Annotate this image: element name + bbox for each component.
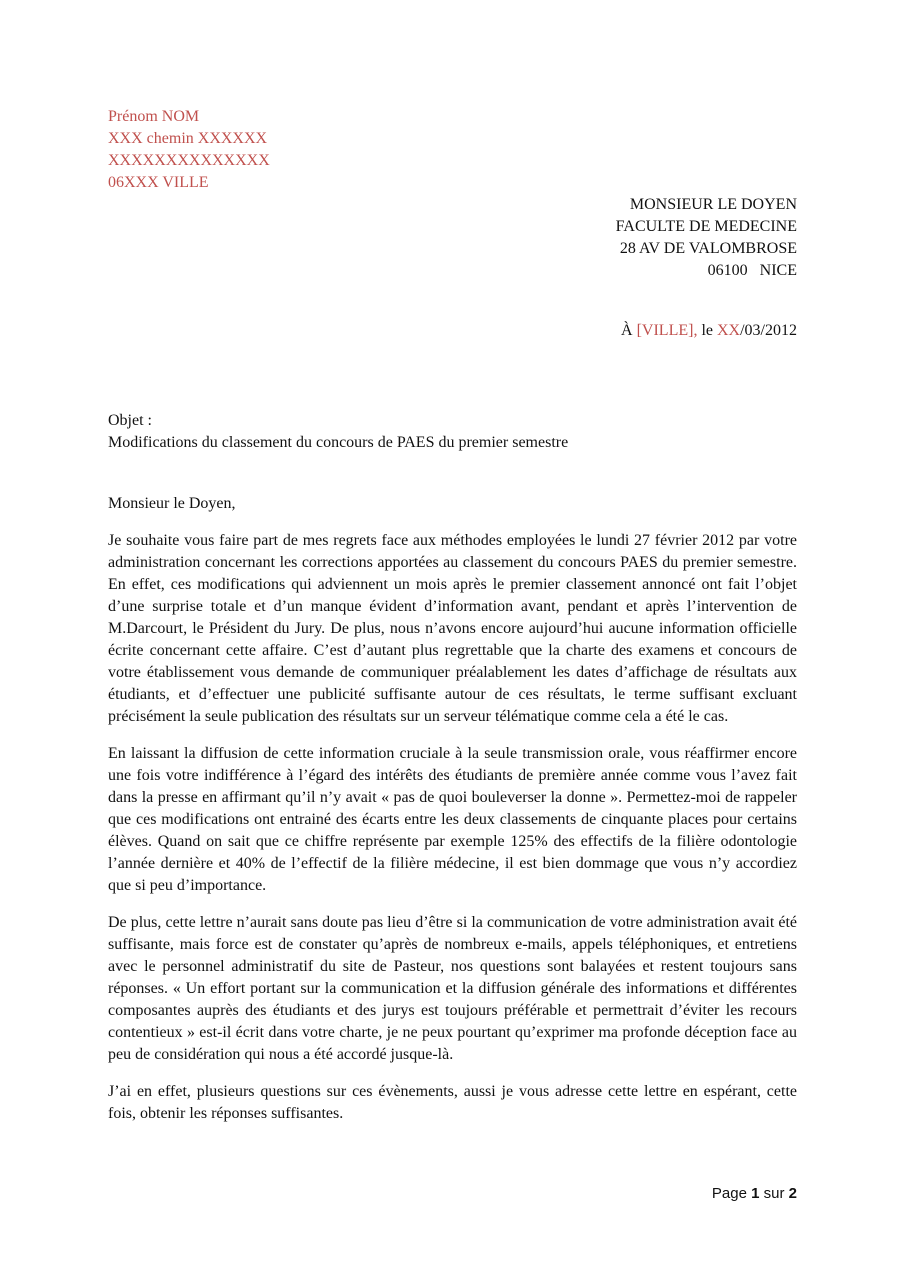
subject-text: Modifications du classement du concours de PAES du premier semestre	[108, 434, 569, 451]
paragraph-2: En laissant la diffusion de cette information cruciale à la seule transmission orale, vous réaffirmer encore une fois votre indifférence à l’égard des intérêts des étudiants de première année comme vous l’avez fait dans la presse en affirmant qu’il n’y avait « pas de quoi bouleverser la donne ». Permettez-moi de rappeler que ces modifications ont entrainé des écarts entre les deux classements de cinquante places pour certains élèves. Quand on sait que ce chiffre représente par exemple 125% des effectifs de la filière odontologie l’année dernière et 40% de l’effectif de la filière médecine, il est bien dommage que vous n’y accordiez que si peu d’importance.	[108, 745, 797, 894]
sender-address	[108, 106, 270, 194]
subject-label: Objet :	[108, 412, 152, 429]
date-day: XX	[717, 322, 741, 339]
paragraph-3: De plus, cette lettre n’aurait sans doute pas lieu d’être si la communication de votre administration avait été suffisante, mais force est de constater qu’après de nombreux e-mails, appels téléphoniques, et entretiens avec le personnel administratif du site de Pasteur, nos questions sont balayées et restent toujours sans réponses. « Un effort portant sur la communication et la diffusion générale des informations et différentes composantes auprès des étudiants et des jurys est toujours préférable et permettrait d’éviter les recours contentieux » est-il écrit dans votre charte, je ne peux pourtant qu’exprimer ma profonde déception face au peu de considération qui nous a été accordé jusque-là.	[108, 914, 797, 1063]
sender-line2: XXXXXXXXXXXXXX	[108, 152, 270, 169]
page-total: 2	[788, 1185, 797, 1202]
date-city: [VILLE],	[636, 322, 698, 339]
sender-street: XXX chemin XXXXXX	[108, 130, 268, 147]
date-prefix: À	[621, 322, 637, 339]
date-rest: /03/2012	[740, 322, 797, 339]
page-word: Page	[711, 1185, 752, 1202]
sender-city: 06XXX VILLE	[108, 174, 209, 191]
recipient-title: MONSIEUR LE DOYEN	[629, 196, 797, 213]
date-line	[621, 320, 797, 342]
paragraph-4: J’ai en effet, plusieurs questions sur ces évènements, aussi je vous adresse cette lettre en espérant, cette fois, obtenir les réponses suffisantes.	[108, 1083, 797, 1122]
page-sur: sur	[759, 1185, 789, 1202]
recipient-address	[616, 194, 797, 282]
paragraph-1: Je souhaite vous faire part de mes regrets face aux méthodes employées le lundi 27 février 2012 par votre administration concernant les corrections apportées au classement du concours PAES du premier semestre. En effet, ces modifications qui adviennent un mois après le premier classement annoncé ont fait l’objet d’une surprise totale et d’un manque évident d’information avant, pendant et après l’intervention de M.Darcourt, le Président du Jury. De plus, nous n’avons encore aujourd’hui aucune information officielle écrite concernant cette affaire. C’est d’autant plus regrettable que la charte des examens et concours de votre établissement vous demande de communiquer préalablement les dates d’affichage de résultats aux étudiants, et d’effectuer une publicité suffisante autour de ces résultats, le terme suffisant excluant précisément la seule publication des résultats sur un serveur télématique comme cela a été le cas.	[108, 532, 797, 725]
page-current: 1	[751, 1185, 760, 1202]
letter-body	[108, 530, 797, 1140]
date-le: le	[697, 322, 717, 339]
page-number-footer	[712, 1184, 797, 1204]
subject-block	[108, 410, 568, 454]
recipient-street: 28 AV DE VALOMBROSE	[619, 240, 797, 257]
recipient-city: 06100 NICE	[707, 262, 797, 279]
sender-name: Prénom NOM	[108, 108, 200, 125]
salutation: Monsieur le Doyen,	[108, 495, 236, 512]
recipient-institution: FACULTE DE MEDECINE	[615, 218, 797, 235]
